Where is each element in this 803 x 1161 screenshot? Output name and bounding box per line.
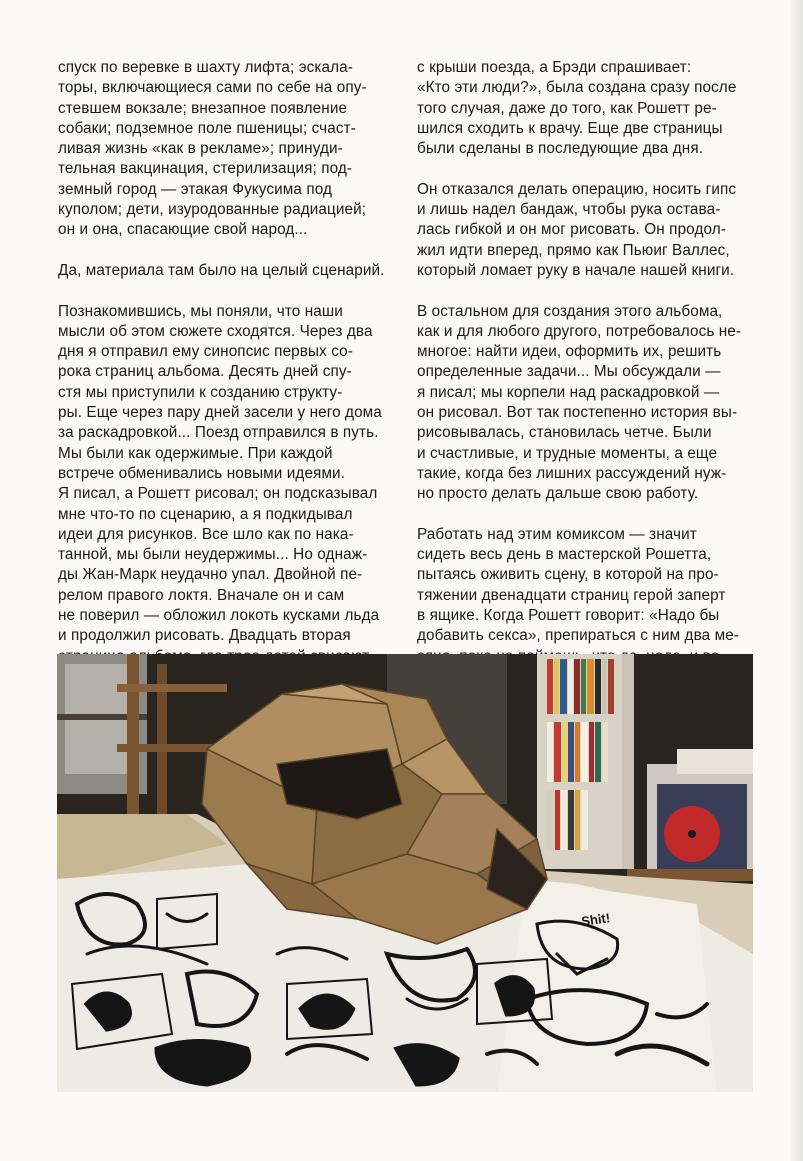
text-line: того случая, даже до того, как Рошетт ре- [417,99,717,117]
paragraph [58,302,398,667]
text-line: рока страниц альбома. Десять дней спу- [58,363,352,381]
text-line: «Кто эти люди?», была создана сразу после [417,79,737,97]
text-line: Познакомившись, мы поняли, что наши [58,302,343,320]
sketch-caption-text: Shit! [580,910,612,929]
text-line: Мы были как одержимые. При каждой [58,444,333,462]
text-line: добавить секса», препираться с ним два ме- [417,627,740,645]
text-line: и счастливые, и трудные моменты, а еще [417,444,718,462]
paragraph [58,58,398,241]
text-line: земный город — этакая Фукусима под [58,180,333,198]
text-line: многое: найти идеи, оформить их, решить [417,343,722,361]
text-line: Я писал, а Рошетт рисовал; он подсказывал [58,485,378,503]
text-line: были сделаны в последующие два дня. [417,140,704,158]
text-line: встрече обменивались новыми идеями. [58,464,346,482]
text-line: мне что-то по сценарию, а я подкидывал [58,505,353,523]
text-line: он и она, спасающие свой народ... [58,221,308,239]
text-line: ды Жан-Марк неудачно упал. Двойной пе- [58,566,363,584]
text-line: жил идти вперед, прямо как Пьюиг Валлес, [417,241,730,259]
text-line: в ящике. Когда Рошетт говорит: «Надо бы [417,607,720,625]
text-line: спуск по веревке в шахту лифта; эскала- [58,59,353,76]
page-edge-shadow [789,0,803,1161]
text-column-right [417,58,757,687]
text-line: рисовывалась, становилась четче. Были [417,424,712,442]
text-line: стя мы приступили к созданию структу- [58,383,343,401]
text-line: и лишь надел бандаж, чтобы рука остава- [417,201,721,219]
text-line: не поверил — обложил локоть кусками льда [58,607,380,625]
text-line: как и для любого другого, потребовалось не- [417,322,742,340]
text-line: В остальном для создания этого альбома, [417,302,723,320]
text-line: Он отказался делать операцию, носить гипс [417,180,737,198]
text-line: но просто делать дальше свою работу. [417,485,699,503]
photo-illustration [57,654,753,1092]
text-line: тяжении двенадцати страниц герой заперт [417,586,726,604]
text-line: который ломает руку в начале нашей книги. [417,261,735,279]
paragraph [58,261,398,281]
text-line: я писал; мы корпели над раскадровкой — [417,383,720,401]
text-line: пытаясь оживить сцену, в которой на про- [417,566,719,584]
text-line: такие, когда без лишних рассуждений нуж- [417,464,727,482]
text-line: он рисовал. Вот так постепенно история вы- [417,404,738,422]
text-line: релом правого локтя. Вначале он и сам [58,586,345,604]
text-line: ливая жизнь «как в рекламе»; принуди- [58,140,343,158]
text-line: мысли об этом сюжете сходятся. Через два [58,322,373,340]
text-line: шился сходить к врачу. Еще две страницы [417,119,723,137]
text-line: тельная вакцинация, стерилизация; под- [58,160,353,178]
text-line: за раскадровкой... Поезд отправился в путь. [58,424,379,442]
paragraph [417,180,757,281]
text-line: торы, включающиеся сами по себе на опу- [58,79,367,97]
text-line: куполом; дети, изуродованные радиацией; [58,201,367,219]
paragraph [417,525,757,667]
paragraph [417,302,757,505]
text-line: ры. Еще через пару дней засели у него дома [58,404,382,422]
text-line: лась гибкой и он мог рисовать. Он продол- [417,221,726,239]
text-line: стевшем вокзале; внезапное появление [58,99,348,117]
text-line: определенные задачи... Мы обсуждали — [417,363,721,381]
text-line: и продолжил рисовать. Двадцать вторая [58,627,351,645]
text-line: собаки; подземное поле пшеницы; счаст- [58,119,356,137]
text-line: Да, материала там было на целый сценарий. [58,261,385,279]
photo-cardboard-head-on-storyboards [57,654,753,1092]
text-line: дня я отправил ему синопсис первых со- [58,343,353,361]
text-line: идеи для рисунков. Все шло как по нака- [58,525,354,543]
text-line: с крыши поезда, а Брэди спрашивает: [417,59,692,76]
text-column-left [58,58,398,687]
text-line: сидеть весь день в мастерской Рошетта, [417,546,712,564]
text-line: Работать над этим комиксом — значит [417,525,697,543]
paragraph [417,58,757,159]
text-line: танной, мы были неудержимы... Но однаж- [58,546,368,564]
